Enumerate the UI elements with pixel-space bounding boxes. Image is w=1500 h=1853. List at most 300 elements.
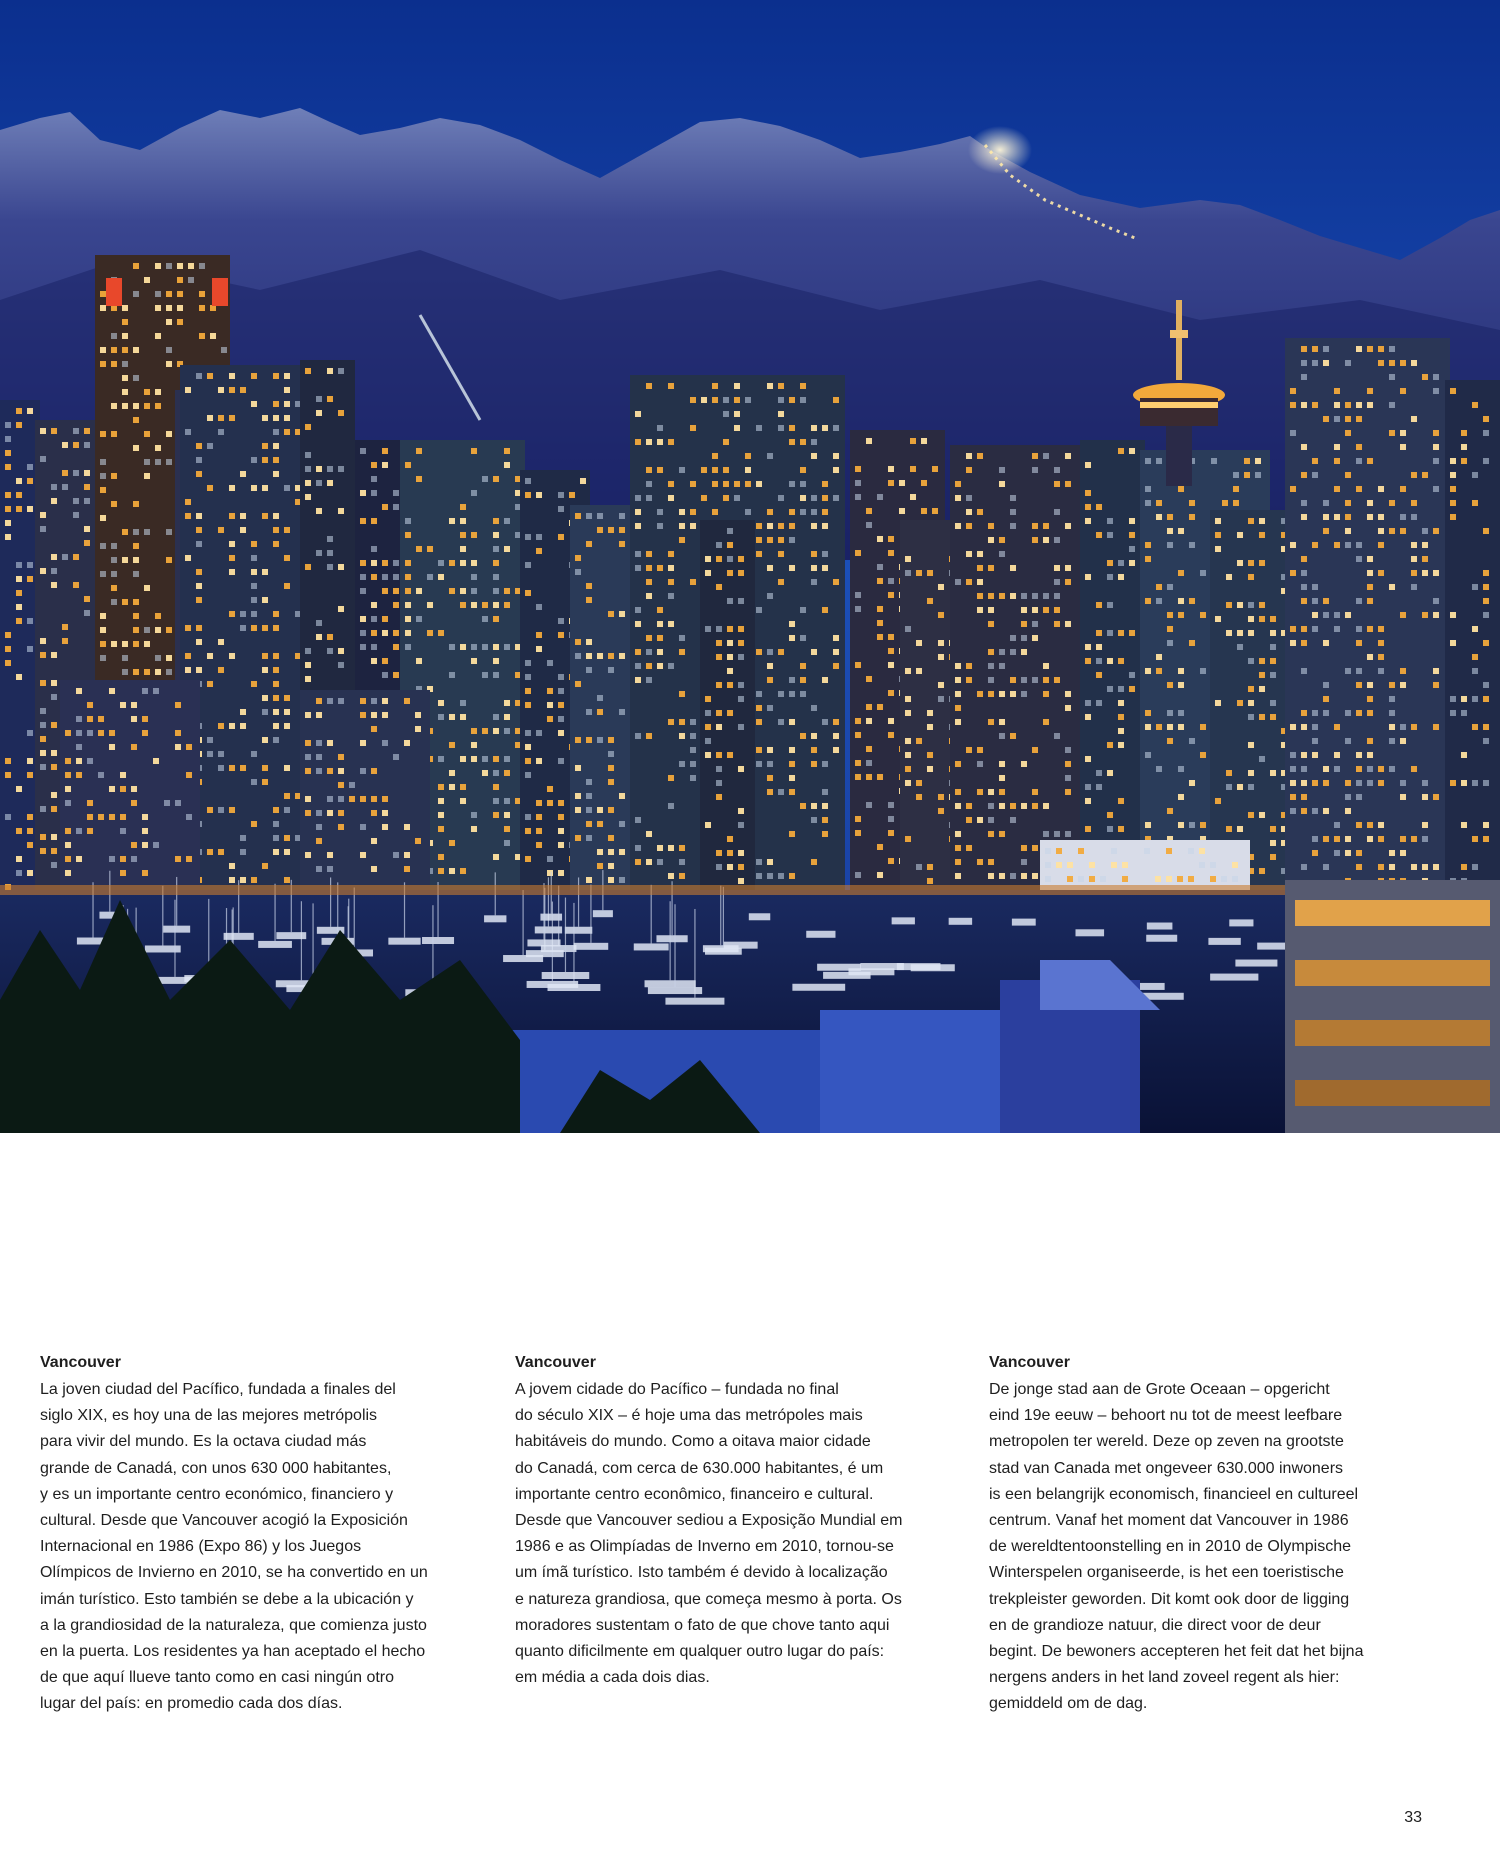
window-light bbox=[525, 702, 531, 708]
window-light bbox=[111, 557, 117, 563]
window-light bbox=[471, 812, 477, 818]
text-line: begint. De bewoners accepteren het feit dat het bijna bbox=[989, 1643, 1364, 1661]
window-light bbox=[1178, 598, 1184, 604]
window-light bbox=[240, 471, 246, 477]
window-light bbox=[73, 498, 79, 504]
window-light bbox=[1389, 724, 1395, 730]
window-light bbox=[767, 775, 773, 781]
window-light bbox=[1301, 346, 1307, 352]
window-light bbox=[273, 611, 279, 617]
window-light bbox=[1167, 542, 1173, 548]
window-light bbox=[262, 667, 268, 673]
window-light bbox=[778, 537, 784, 543]
window-light bbox=[727, 640, 733, 646]
window-light bbox=[734, 495, 740, 501]
window-light bbox=[1043, 719, 1049, 725]
window-light bbox=[1232, 862, 1238, 868]
window-light bbox=[504, 588, 510, 594]
window-light bbox=[1345, 472, 1351, 478]
window-light bbox=[855, 830, 861, 836]
window-light bbox=[1166, 848, 1172, 854]
window-light bbox=[273, 415, 279, 421]
window-light bbox=[185, 667, 191, 673]
window-light bbox=[1118, 560, 1124, 566]
window-light bbox=[327, 768, 333, 774]
window-light bbox=[899, 480, 905, 486]
window-light bbox=[76, 758, 82, 764]
window-light bbox=[727, 710, 733, 716]
window-light bbox=[218, 807, 224, 813]
window-light bbox=[471, 602, 477, 608]
window-light bbox=[65, 828, 71, 834]
window-light bbox=[1156, 458, 1162, 464]
window-light bbox=[927, 766, 933, 772]
window-light bbox=[745, 467, 751, 473]
window-light bbox=[229, 387, 235, 393]
window-light bbox=[1422, 836, 1428, 842]
window-light bbox=[240, 877, 246, 883]
window-light bbox=[471, 644, 477, 650]
window-light bbox=[1301, 780, 1307, 786]
window-light bbox=[1178, 822, 1184, 828]
window-light bbox=[131, 842, 137, 848]
window-light bbox=[888, 732, 894, 738]
window-light bbox=[657, 859, 663, 865]
window-light bbox=[877, 494, 883, 500]
window-light bbox=[493, 518, 499, 524]
window-light bbox=[1367, 822, 1373, 828]
window-light bbox=[229, 807, 235, 813]
window-light bbox=[988, 621, 994, 627]
window-light bbox=[789, 621, 795, 627]
window-light bbox=[1043, 663, 1049, 669]
window-light bbox=[338, 606, 344, 612]
window-light bbox=[646, 481, 652, 487]
window-light bbox=[251, 611, 257, 617]
window-light bbox=[493, 616, 499, 622]
window-light bbox=[833, 719, 839, 725]
window-light bbox=[240, 765, 246, 771]
window-light bbox=[734, 397, 740, 403]
window-light bbox=[916, 640, 922, 646]
window-light bbox=[164, 800, 170, 806]
window-light bbox=[1145, 724, 1151, 730]
window-light bbox=[316, 768, 322, 774]
boat bbox=[224, 933, 254, 940]
window-light bbox=[635, 677, 641, 683]
window-light bbox=[273, 625, 279, 631]
window-light bbox=[905, 668, 911, 674]
window-light bbox=[1065, 761, 1071, 767]
window-light bbox=[16, 604, 22, 610]
window-light bbox=[1178, 794, 1184, 800]
window-light bbox=[1334, 486, 1340, 492]
window-light bbox=[393, 672, 399, 678]
window-light bbox=[1167, 724, 1173, 730]
window-light bbox=[16, 422, 22, 428]
window-light bbox=[888, 550, 894, 556]
window-light bbox=[1312, 402, 1318, 408]
window-light bbox=[1411, 360, 1417, 366]
window-light bbox=[493, 658, 499, 664]
window-light bbox=[155, 403, 161, 409]
window-light bbox=[382, 462, 388, 468]
window-light bbox=[65, 772, 71, 778]
window-light bbox=[1301, 710, 1307, 716]
window-light bbox=[371, 658, 377, 664]
window-light bbox=[1122, 862, 1128, 868]
window-light bbox=[1356, 822, 1362, 828]
window-light bbox=[955, 831, 961, 837]
window-light bbox=[1085, 784, 1091, 790]
window-light bbox=[1312, 346, 1318, 352]
window-light bbox=[1334, 766, 1340, 772]
window-light bbox=[100, 473, 106, 479]
window-light bbox=[977, 509, 983, 515]
window-light bbox=[1356, 444, 1362, 450]
window-light bbox=[712, 397, 718, 403]
window-light bbox=[999, 537, 1005, 543]
window-light bbox=[371, 838, 377, 844]
window-light bbox=[371, 560, 377, 566]
window-light bbox=[1312, 780, 1318, 786]
window-light bbox=[360, 698, 366, 704]
window-light bbox=[734, 425, 740, 431]
window-light bbox=[635, 439, 641, 445]
window-light bbox=[16, 856, 22, 862]
window-light bbox=[1461, 696, 1467, 702]
window-light bbox=[1323, 836, 1329, 842]
window-light bbox=[305, 480, 311, 486]
window-light bbox=[756, 607, 762, 613]
window-light bbox=[405, 630, 411, 636]
window-light bbox=[679, 691, 685, 697]
window-light bbox=[1301, 598, 1307, 604]
window-light bbox=[999, 775, 1005, 781]
window-light bbox=[131, 786, 137, 792]
window-light bbox=[188, 277, 194, 283]
window-light bbox=[1021, 873, 1027, 879]
window-light bbox=[789, 691, 795, 697]
window-light bbox=[360, 796, 366, 802]
window-light bbox=[1378, 822, 1384, 828]
window-light bbox=[833, 663, 839, 669]
window-light bbox=[1389, 864, 1395, 870]
window-light bbox=[1156, 598, 1162, 604]
window-light bbox=[393, 504, 399, 510]
window-light bbox=[525, 828, 531, 834]
window-light bbox=[51, 554, 57, 560]
window-light bbox=[586, 793, 592, 799]
text-line: moradores sustentam o fato de que chove tanto aqui bbox=[515, 1616, 890, 1634]
window-light bbox=[1200, 570, 1206, 576]
window-light bbox=[1356, 864, 1362, 870]
window-light bbox=[1244, 472, 1250, 478]
window-light bbox=[1301, 626, 1307, 632]
window-light bbox=[767, 747, 773, 753]
window-light bbox=[1433, 864, 1439, 870]
window-light bbox=[938, 640, 944, 646]
window-light bbox=[1356, 640, 1362, 646]
boat bbox=[535, 926, 562, 933]
window-light bbox=[133, 263, 139, 269]
window-light bbox=[251, 583, 257, 589]
window-light bbox=[1226, 574, 1232, 580]
window-light bbox=[1290, 626, 1296, 632]
window-light bbox=[657, 607, 663, 613]
window-light bbox=[1356, 710, 1362, 716]
window-light bbox=[547, 786, 553, 792]
window-light bbox=[84, 470, 90, 476]
text-line: trekpleister geworden. Dit komt ook door de ligging bbox=[989, 1590, 1350, 1608]
window-light bbox=[1472, 780, 1478, 786]
window-light bbox=[16, 492, 22, 498]
window-light bbox=[716, 724, 722, 730]
window-light bbox=[1043, 537, 1049, 543]
window-light bbox=[251, 555, 257, 561]
window-light bbox=[1021, 859, 1027, 865]
window-light bbox=[1450, 780, 1456, 786]
window-light bbox=[405, 588, 411, 594]
window-light bbox=[1167, 584, 1173, 590]
window-light bbox=[855, 592, 861, 598]
window-light bbox=[1221, 876, 1227, 882]
window-light bbox=[679, 467, 685, 473]
window-light bbox=[1472, 626, 1478, 632]
window-light bbox=[1400, 486, 1406, 492]
window-light bbox=[1290, 766, 1296, 772]
window-light bbox=[767, 453, 773, 459]
window-light bbox=[1043, 607, 1049, 613]
window-light bbox=[73, 512, 79, 518]
text-line: stad van Canada met ongeveer 630.000 inwoners bbox=[989, 1459, 1344, 1477]
window-light bbox=[1010, 635, 1016, 641]
text-line: do Canadá, com cerca de 630.000 habitantes, é um bbox=[515, 1459, 884, 1477]
window-light bbox=[800, 733, 806, 739]
window-light bbox=[273, 667, 279, 673]
window-light bbox=[1107, 532, 1113, 538]
window-light bbox=[597, 821, 603, 827]
window-light bbox=[977, 579, 983, 585]
window-light bbox=[229, 765, 235, 771]
window-light bbox=[185, 499, 191, 505]
window-light bbox=[316, 634, 322, 640]
window-light bbox=[131, 744, 137, 750]
boat bbox=[749, 913, 770, 920]
window-light bbox=[999, 831, 1005, 837]
window-light bbox=[716, 780, 722, 786]
window-light bbox=[1259, 756, 1265, 762]
window-light bbox=[1378, 836, 1384, 842]
window-light bbox=[175, 856, 181, 862]
window-light bbox=[166, 529, 172, 535]
window-light bbox=[1389, 738, 1395, 744]
text-line: quanto dificilmente em qualquer outro lugar do país: bbox=[515, 1643, 885, 1661]
window-light bbox=[525, 674, 531, 680]
window-light bbox=[438, 560, 444, 566]
window-light bbox=[1259, 518, 1265, 524]
window-light bbox=[657, 649, 663, 655]
window-light bbox=[76, 730, 82, 736]
window-light bbox=[284, 387, 290, 393]
window-light bbox=[449, 644, 455, 650]
window-light bbox=[166, 557, 172, 563]
window-light bbox=[273, 695, 279, 701]
window-light bbox=[888, 662, 894, 668]
window-light bbox=[1032, 789, 1038, 795]
window-light bbox=[460, 644, 466, 650]
window-light bbox=[1270, 630, 1276, 636]
window-light bbox=[1096, 644, 1102, 650]
window-light bbox=[5, 520, 11, 526]
window-light bbox=[646, 383, 652, 389]
shoreline-lights bbox=[0, 885, 1300, 895]
window-light bbox=[393, 490, 399, 496]
window-light bbox=[438, 630, 444, 636]
window-light bbox=[525, 758, 531, 764]
window-light bbox=[155, 291, 161, 297]
window-light bbox=[76, 716, 82, 722]
window-light bbox=[586, 583, 592, 589]
window-light bbox=[1118, 448, 1124, 454]
window-light bbox=[1433, 388, 1439, 394]
window-light bbox=[111, 333, 117, 339]
window-light bbox=[133, 599, 139, 605]
window-light bbox=[712, 383, 718, 389]
window-light bbox=[690, 579, 696, 585]
window-light bbox=[558, 842, 564, 848]
window-light bbox=[229, 485, 235, 491]
window-light bbox=[855, 732, 861, 738]
window-light bbox=[144, 627, 150, 633]
window-light bbox=[668, 621, 674, 627]
window-light bbox=[65, 786, 71, 792]
window-light bbox=[305, 852, 311, 858]
boat bbox=[1208, 938, 1240, 945]
window-light bbox=[327, 550, 333, 556]
window-light bbox=[166, 347, 172, 353]
window-light bbox=[1107, 574, 1113, 580]
window-light bbox=[1188, 848, 1194, 854]
window-light bbox=[1032, 523, 1038, 529]
window-light bbox=[40, 526, 46, 532]
window-light bbox=[888, 690, 894, 696]
window-light bbox=[646, 579, 652, 585]
window-light bbox=[185, 653, 191, 659]
window-light bbox=[916, 570, 922, 576]
window-light bbox=[657, 523, 663, 529]
window-light bbox=[525, 478, 531, 484]
window-light bbox=[1389, 346, 1395, 352]
window-light bbox=[1345, 514, 1351, 520]
window-light bbox=[199, 333, 205, 339]
window-light bbox=[1312, 738, 1318, 744]
window-light bbox=[305, 768, 311, 774]
window-light bbox=[122, 375, 128, 381]
window-light bbox=[899, 508, 905, 514]
window-light bbox=[745, 509, 751, 515]
window-light bbox=[360, 448, 366, 454]
window-light bbox=[251, 457, 257, 463]
column-body-spanish bbox=[40, 1377, 480, 1718]
window-light bbox=[938, 696, 944, 702]
window-light bbox=[393, 574, 399, 580]
window-light bbox=[536, 534, 542, 540]
window-light bbox=[1334, 402, 1340, 408]
window-light bbox=[811, 803, 817, 809]
window-light bbox=[977, 789, 983, 795]
window-light bbox=[1472, 724, 1478, 730]
window-light bbox=[251, 821, 257, 827]
window-light bbox=[966, 747, 972, 753]
window-light bbox=[1301, 514, 1307, 520]
window-light bbox=[122, 389, 128, 395]
window-light bbox=[646, 551, 652, 557]
window-light bbox=[822, 817, 828, 823]
boat bbox=[648, 987, 702, 994]
text-line: Olímpicos de Invierno en 2010, se ha convertido en un bbox=[40, 1564, 428, 1582]
window-light bbox=[1021, 621, 1027, 627]
window-light bbox=[1270, 700, 1276, 706]
window-light bbox=[1367, 682, 1373, 688]
window-light bbox=[338, 648, 344, 654]
window-light bbox=[855, 774, 861, 780]
window-light bbox=[185, 429, 191, 435]
window-light bbox=[1323, 346, 1329, 352]
window-light bbox=[738, 696, 744, 702]
building bbox=[1445, 380, 1500, 890]
window-light bbox=[727, 850, 733, 856]
window-light bbox=[1301, 402, 1307, 408]
window-light bbox=[1085, 798, 1091, 804]
window-light bbox=[811, 733, 817, 739]
window-light bbox=[327, 536, 333, 542]
text-line: 1986 e as Olimpíadas de Inverno em 2010, tornou-se bbox=[515, 1538, 894, 1556]
window-light bbox=[40, 764, 46, 770]
window-light bbox=[1032, 747, 1038, 753]
window-light bbox=[988, 593, 994, 599]
window-light bbox=[371, 810, 377, 816]
window-light bbox=[1389, 402, 1395, 408]
window-light bbox=[5, 450, 11, 456]
window-light bbox=[1211, 458, 1217, 464]
window-light bbox=[1400, 388, 1406, 394]
window-light bbox=[1400, 528, 1406, 534]
window-light bbox=[1248, 602, 1254, 608]
text-line: de wereldtentoonstelling en in 2010 de Olympische bbox=[989, 1538, 1352, 1556]
window-light bbox=[120, 856, 126, 862]
window-light bbox=[1145, 822, 1151, 828]
window-light bbox=[756, 523, 762, 529]
window-light bbox=[1323, 682, 1329, 688]
window-light bbox=[493, 532, 499, 538]
window-light bbox=[657, 565, 663, 571]
window-light bbox=[1323, 528, 1329, 534]
window-light bbox=[977, 817, 983, 823]
window-light bbox=[822, 481, 828, 487]
window-light bbox=[1483, 416, 1489, 422]
window-light bbox=[1334, 822, 1340, 828]
window-light bbox=[284, 807, 290, 813]
window-light bbox=[646, 733, 652, 739]
window-light bbox=[111, 543, 117, 549]
window-light bbox=[619, 527, 625, 533]
window-light bbox=[1312, 612, 1318, 618]
window-light bbox=[327, 740, 333, 746]
window-light bbox=[84, 610, 90, 616]
window-light bbox=[251, 401, 257, 407]
window-light bbox=[133, 375, 139, 381]
